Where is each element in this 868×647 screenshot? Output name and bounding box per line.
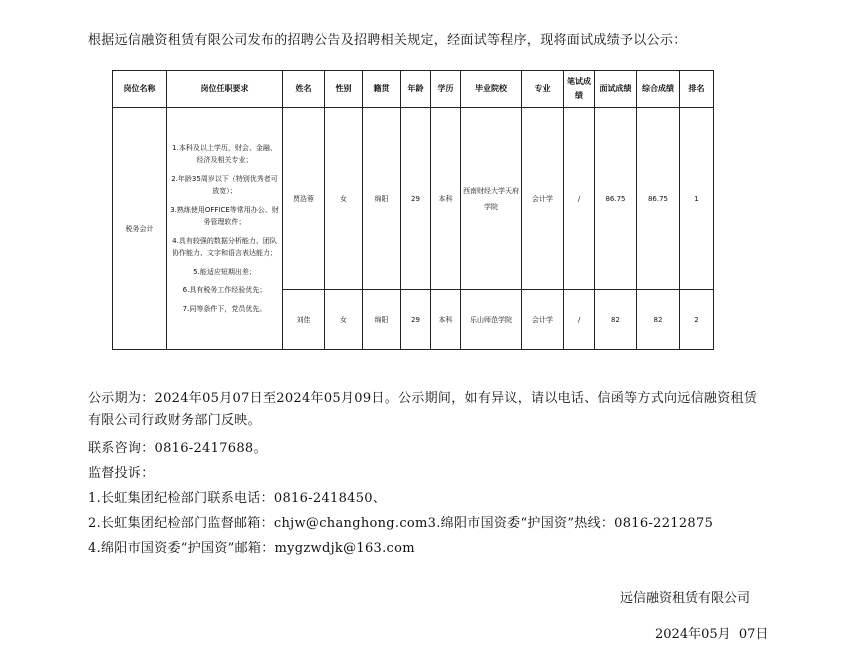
position-cell: 税务会计 [113,108,167,350]
rank-cell: 1 [680,108,714,290]
header-requirements: 岗位任职要求 [167,71,283,108]
major-cell: 会计学 [522,290,564,350]
requirement-item: 6.具有税务工作经验优先； [182,286,267,295]
table-row [113,108,714,290]
header-position: 岗位名称 [113,71,167,108]
header-origin: 籍贯 [363,71,401,108]
signature-date: 2024年05月 07日 [655,627,769,642]
name-cell: 贾浩蓉 [283,108,325,290]
interview-score-cell: 86.75 [595,108,637,290]
notice-period: 公示期为：2024年05月07日至2024年05月09日。公示期间，如有异议，请以电话、信函等方式向远信融资租赁有限公司行政财务部门反映。 [88,391,758,428]
header-written-score: 笔试成绩 [564,71,595,108]
supervision-title: 监督投诉： [88,466,155,481]
written-score-cell: / [564,290,595,350]
supervision-line-2: 2.长虹集团纪检部门监督邮箱：chjw@changhong.com3.绵阳市国资委“护国资”热线：0816-2212875 [88,516,714,531]
school-cell: 西南财经大学天府学院 [461,108,522,290]
age-cell: 29 [401,290,431,350]
requirement-item: 3.熟练使用OFFICE等常用办公、财务管理软件； [170,205,279,227]
requirement-item: 7.同等条件下，党员优先。 [182,304,267,313]
header-school: 毕业院校 [461,71,522,108]
header-education: 学历 [431,71,461,108]
header-major: 专业 [522,71,564,108]
requirement-item: 1.本科及以上学历，财会、金融、经济及相关专业； [172,143,277,165]
intro-text: 根据远信融资租赁有限公司发布的招聘公告及招聘相关规定，经面试等程序，现将面试成绩予以公示： [88,33,687,48]
requirements-cell [167,108,283,350]
education-cell: 本科 [431,108,461,290]
gender-cell: 女 [325,290,363,350]
header-interview-score: 面试成绩 [595,71,637,108]
origin-cell: 绵阳 [363,290,401,350]
header-age: 年龄 [401,71,431,108]
name-cell: 刘佳 [283,290,325,350]
supervision-line-1: 1.长虹集团纪检部门联系电话：0816-2418450、 [88,491,387,506]
requirement-item: 2.年龄35周岁以下（特别优秀者可放宽）； [171,174,278,196]
school-cell: 乐山师范学院 [461,290,522,350]
total-score-cell: 86.75 [637,108,680,290]
notice-consult: 联系咨询：0816-2417688。 [88,441,267,456]
age-cell: 29 [401,108,431,290]
header-name: 姓名 [283,71,325,108]
supervision-line-3: 4.绵阳市国资委“护国资”邮箱：mygzwdjk@163.com [88,541,415,556]
education-cell: 本科 [431,290,461,350]
rank-cell: 2 [680,290,714,350]
major-cell: 会计学 [522,108,564,290]
header-gender: 性别 [325,71,363,108]
results-table [112,70,714,350]
written-score-cell: / [564,108,595,290]
header-total-score: 综合成绩 [637,71,680,108]
requirement-item: 4.具有较强的数据分析能力、团队协作能力、文字和语言表达能力； [172,236,277,258]
requirement-item: 5.能适应短期出差； [193,267,256,276]
header-rank: 排名 [680,71,714,108]
interview-score-cell: 82 [595,290,637,350]
origin-cell: 绵阳 [363,108,401,290]
total-score-cell: 82 [637,290,680,350]
signature-company: 远信融资租赁有限公司 [620,591,751,606]
gender-cell: 女 [325,108,363,290]
table-header-row [113,71,714,108]
